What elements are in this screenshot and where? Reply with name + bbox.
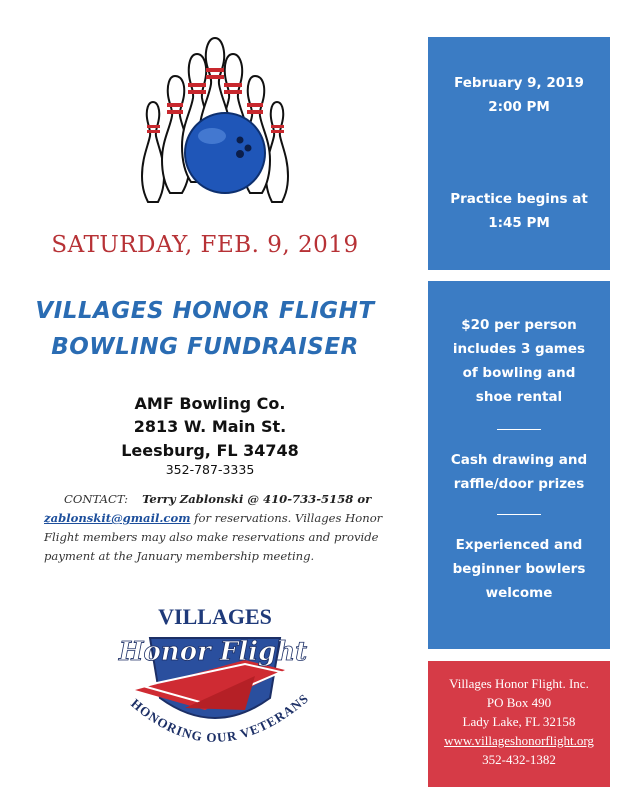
honor-flight-logo (95, 598, 335, 768)
org-po-box: PO Box 490 (486, 695, 552, 710)
logo-arc-text: HONORING OUR VETERANS (128, 690, 312, 745)
logo-villages-text: VILLAGES (158, 604, 272, 629)
org-name: Villages Honor Flight. Inc. (449, 676, 589, 691)
event-title-line2: BOWLING FUNDRAISER (51, 334, 359, 360)
info-box-date (428, 37, 610, 155)
org-info-box (428, 661, 610, 787)
contact-person: Terry Zablonski @ 410-733-5158 or (142, 492, 372, 506)
venue-name: AMF Bowling Co. (134, 394, 286, 413)
price-line: includes 3 games (452, 341, 586, 357)
contact-label: CONTACT: (64, 492, 129, 506)
bowling-pins-icon (120, 36, 310, 211)
info-practice-line1: Practice begins at (450, 191, 588, 207)
info-time: 2:00 PM (488, 99, 550, 115)
welcome-line: Experienced and (455, 537, 583, 553)
org-website-link[interactable]: www.villageshonorflight.org (444, 733, 594, 748)
org-city: Lady Lake, FL 32158 (462, 714, 576, 729)
welcome-line: beginner bowlers (452, 561, 586, 577)
price-line: of bowling and (462, 365, 576, 381)
info-date: February 9, 2019 (454, 75, 584, 91)
welcome-line: welcome (485, 585, 553, 601)
event-date-heading: SATURDAY, FEB. 9, 2019 (51, 232, 359, 258)
info-box-practice (428, 155, 610, 270)
price-line: shoe rental (475, 389, 563, 405)
info-box-details (428, 281, 610, 649)
venue-phone: 352-787-3335 (165, 462, 255, 477)
event-title-line1: VILLAGES HONOR FLIGHT (35, 298, 375, 324)
contact-email-link[interactable]: zablonskit@gmail.com (44, 511, 191, 525)
contact-text: for reservations. Villages Honor Flight members may also make reservations and provide payment at the January membership meeting. (44, 511, 383, 563)
info-practice-line2: 1:45 PM (488, 215, 550, 231)
bowling-ball-icon (185, 113, 265, 193)
prizes-line: raffle/door prizes (453, 476, 585, 492)
logo-script-text: Honor Flight (118, 637, 308, 667)
org-phone: 352-432-1382 (482, 752, 556, 767)
contact-paragraph (44, 490, 404, 566)
venue-street: 2813 W. Main St. (133, 417, 287, 436)
venue-city: Leesburg, FL 34748 (121, 441, 299, 460)
price-line: $20 per person (461, 317, 577, 333)
prizes-line: Cash drawing and (450, 452, 588, 468)
